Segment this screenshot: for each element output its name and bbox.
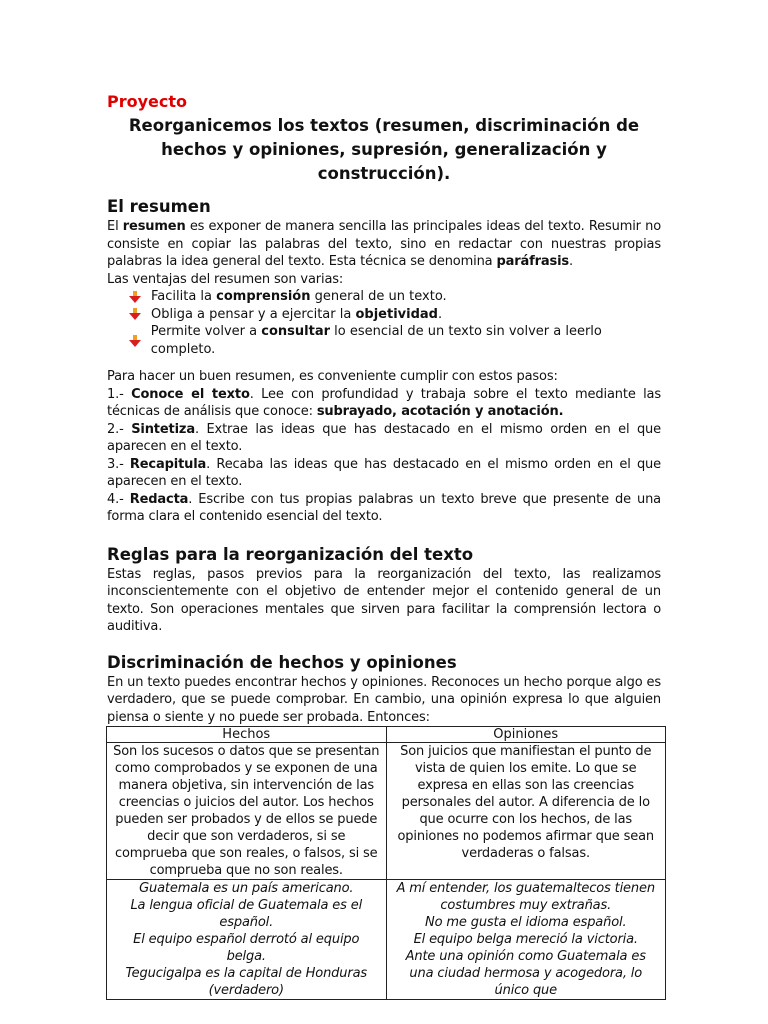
table-row: [107, 743, 666, 880]
definition-opiniones: Son juicios que manifiestan el punto de vista de quien los emite. Lo que se expresa en ellas son las creencias personales del autor. A diferencia de lo que ocurre con los hechos, de las opiniones no podemos afirmar que sean verdaderas o falsas.: [386, 743, 666, 880]
project-label: Proyecto: [107, 92, 188, 111]
step-2: 2.- Sintetiza. Extrae las ideas que has destacado en el mismo orden en el que aparecen en el texto.: [107, 421, 661, 454]
ventajas-list: [107, 288, 661, 358]
discriminacion-paragraph: En un texto puedes encontrar hechos y opiniones. Reconoces un hecho porque algo es verdadero, que se puede comprobar. En cambio, una opinión expresa lo que alguien piensa o siente y no puede ser probada. Entonces:: [107, 674, 661, 725]
example-item: Guatemala es un país americano.: [139, 881, 354, 896]
heading-resumen: El resumen: [107, 197, 211, 216]
ventajas-intro: Las ventajas del resumen son varias:: [107, 271, 344, 287]
table-header-row: [107, 727, 666, 743]
arrow-down-icon: [129, 291, 143, 303]
resumen-paragraph: El resumen es exponer de manera sencilla las principales ideas del texto. Resumir no consiste en copiar las palabras del texto, sino en redactar con nuestras propias palabras la idea general del texto. Esta técnica se denomina paráfrasis.: [107, 219, 661, 269]
document-page: [107, 92, 661, 1000]
example-item: A mí entender, los guatemaltecos tienen costumbres muy extrañas.: [396, 881, 655, 913]
heading-discriminacion: Discriminación de hechos y opiniones: [107, 652, 457, 672]
list-item: Obliga a pensar y a ejercitar la objetividad.: [129, 306, 661, 324]
arrow-down-icon: [129, 308, 143, 320]
example-item: La lengua oficial de Guatemala es el español.: [130, 898, 363, 930]
example-item: Tegucigalpa es la capital de Honduras (verdadero): [125, 966, 368, 998]
pasos-intro: Para hacer un buen resumen, es conveniente cumplir con estos pasos:: [107, 369, 558, 384]
list-item: Permite volver a consultar lo esencial de un texto sin volver a leerlo completo.: [129, 323, 661, 358]
step-1: 1.- Conoce el texto. Lee con profundidad y trabaja sobre el texto mediante las técnicas de análisis que conoce: subrayado, acotación y anotación.: [107, 386, 661, 419]
hechos-opiniones-table: [106, 726, 666, 1000]
heading-reglas: Reglas para la reorganización del texto: [107, 544, 474, 564]
example-item: No me gusta el idioma español.: [425, 915, 627, 930]
column-header-opiniones: Opiniones: [386, 727, 666, 743]
step-4: 4.- Redacta. Escribe con tus propias palabras un texto breve que presente de una forma clara el contenido esencial del texto.: [107, 491, 661, 524]
column-header-hechos: Hechos: [107, 727, 387, 743]
definition-hechos: Son los sucesos o datos que se presentan como comprobados y se exponen de una manera objetiva, sin intervención de las creencias o juicios del autor. Los hechos pueden ser probados y de ellos se puede decir que son verdaderos, si se comprueba que son reales, o falsos, si se comprueba que no son reales.: [107, 743, 387, 880]
reglas-paragraph: Estas reglas, pasos previos para la reorganización del texto, las realizamos inconscientemente con el objetivo de entender mejor el contenido general de un texto. Son operaciones mentales que sirven para facilitar la comprensión lectora o auditiva.: [107, 566, 661, 634]
example-item: Ante una opinión como Guatemala es una ciudad hermosa y acogedora, lo único que: [405, 949, 646, 998]
examples-hechos: [107, 880, 387, 1000]
arrow-down-icon: [129, 335, 143, 347]
list-item: Facilita la comprensión general de un texto.: [129, 288, 661, 306]
example-item: El equipo belga mereció la victoria.: [413, 932, 638, 947]
examples-opiniones: [386, 880, 666, 1000]
step-3: 3.- Recapitula. Recaba las ideas que has destacado en el mismo orden en el que aparecen en el texto.: [107, 456, 661, 489]
table-row: [107, 880, 666, 1000]
example-item: El equipo español derrotó al equipo belga.: [133, 932, 360, 964]
page-title: Reorganicemos los textos (resumen, discriminación de hechos y opiniones, supresión, generalización y construcción).: [128, 116, 640, 183]
